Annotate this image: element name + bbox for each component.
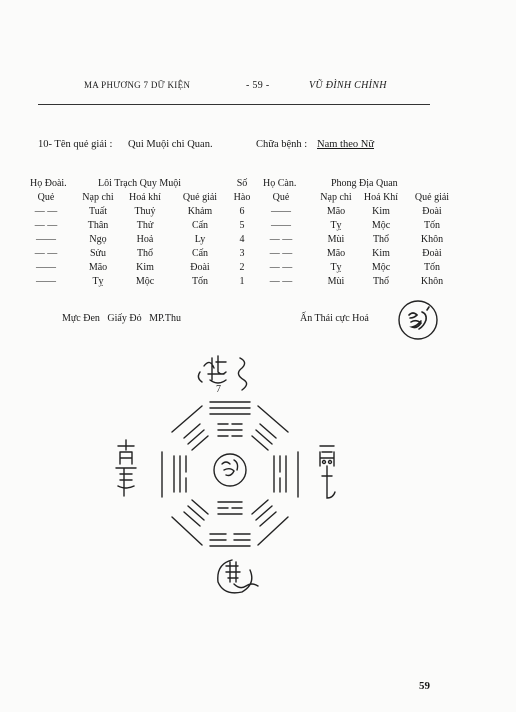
line-left: —— xyxy=(36,262,56,273)
line-left: —— xyxy=(36,276,56,287)
so-hao: 2 xyxy=(239,262,245,273)
quegiai-left: Cấn xyxy=(191,220,209,231)
item-label: 10- Tên quẻ giải : xyxy=(38,139,113,150)
line-right: —— xyxy=(271,206,291,217)
hoakhi-right: Kim xyxy=(372,206,390,217)
left-group-title: Họ Đoài. xyxy=(30,178,67,189)
col-napchi-right: Nạp chi xyxy=(320,192,352,203)
right-talisman-glyph xyxy=(320,446,335,498)
quegiai-left: Tốn xyxy=(191,276,209,287)
left-talisman-glyph xyxy=(116,440,136,496)
svg-text:7: 7 xyxy=(216,384,221,395)
col-quegiai-right: Quẻ giải xyxy=(414,192,450,203)
quegiai-right: Tốn xyxy=(423,262,441,273)
hoakhi-right: Thổ xyxy=(372,234,390,245)
trigram-top xyxy=(210,402,250,414)
right-group-title: Họ Càn. xyxy=(263,178,297,189)
quegiai-right: Khôn xyxy=(420,276,444,287)
so-hao: 3 xyxy=(239,248,245,259)
quegiai-left: Cấn xyxy=(191,248,209,259)
left-hexagram-title: Lôi Trạch Quy Muội xyxy=(98,178,182,189)
hoakhi-left: Thử xyxy=(136,220,154,231)
line-right: — — xyxy=(269,234,293,245)
col-hoakhi-right: Hoá Khí xyxy=(363,192,399,203)
page-number: 59 xyxy=(419,680,430,692)
top-talisman-glyph xyxy=(198,356,246,395)
napchi-left: Ngọ xyxy=(89,234,107,245)
napchi-right: Tỵ xyxy=(330,220,342,231)
so-hao-top: Số xyxy=(236,178,248,189)
napchi-left: Tỵ xyxy=(92,276,104,287)
hoakhi-left: Thuỷ xyxy=(134,206,156,217)
bagua-diagram xyxy=(100,352,360,602)
quegiai-left: Khảm xyxy=(187,206,213,217)
header-page-mark: - 59 - xyxy=(246,80,270,91)
napchi-right: Mão xyxy=(326,206,346,217)
header-book-title: MA PHƯƠNG 7 DỮ KIỆN xyxy=(84,80,191,90)
napchi-right: Mão xyxy=(326,248,346,259)
line-right: — — xyxy=(269,248,293,259)
hoakhi-left: Hoả xyxy=(136,234,154,245)
header-author: VŨ ĐÌNH CHỈNH xyxy=(309,80,387,91)
line-left: — — xyxy=(34,220,58,231)
line-right: — — xyxy=(269,262,293,273)
line-left: — — xyxy=(34,248,58,259)
line-right: — — xyxy=(269,276,293,287)
hoakhi-left: Thổ xyxy=(136,248,154,259)
col-napchi-left: Nạp chi xyxy=(82,192,114,203)
seal-label: Ấn Thái cực Hoả xyxy=(300,313,369,324)
right-hexagram-title: Phong Địa Quan xyxy=(331,178,398,189)
hoakhi-left: Kim xyxy=(136,262,154,273)
napchi-left: Mão xyxy=(88,262,108,273)
so-hao-bottom: Hào xyxy=(233,192,251,203)
quegiai-left: Ly xyxy=(194,234,206,245)
so-hao: 6 xyxy=(239,206,245,217)
header-rule xyxy=(38,104,430,105)
hoakhi-right: Kim xyxy=(372,248,390,259)
col-que-left: Quẻ xyxy=(37,192,55,203)
quegiai-right: Đoài xyxy=(422,206,442,217)
line-right: —— xyxy=(271,220,291,231)
napchi-left: Thân xyxy=(87,220,109,231)
napchi-right: Mùi xyxy=(327,234,345,245)
col-hoakhi-left: Hoá khí xyxy=(129,192,161,203)
materials-text: Mực Đen Giấy Đỏ MP.Thu xyxy=(62,313,182,324)
hoakhi-right: Mộc xyxy=(371,220,391,231)
line-left: —— xyxy=(36,234,56,245)
quegiai-left: Đoài xyxy=(190,262,210,273)
hoakhi-left: Mộc xyxy=(135,276,155,287)
taiji-seal-icon xyxy=(396,298,440,342)
bottom-talisman-glyph xyxy=(218,560,258,593)
quegiai-right: Tốn xyxy=(423,220,441,231)
so-hao: 5 xyxy=(239,220,245,231)
cure-label: Chữa bệnh : xyxy=(256,139,308,150)
napchi-left: Tuất xyxy=(89,206,107,217)
quegiai-right: Đoài xyxy=(422,248,442,259)
col-quegiai-left: Quẻ giải xyxy=(182,192,218,203)
quegiai-right: Khôn xyxy=(420,234,444,245)
napchi-right: Tỵ xyxy=(330,262,342,273)
cure-value: Nam theo Nữ xyxy=(317,139,375,150)
hoakhi-right: Thổ xyxy=(372,276,390,287)
col-que-right: Quẻ xyxy=(272,192,290,203)
so-hao: 4 xyxy=(239,234,245,245)
napchi-left: Sửu xyxy=(90,248,106,259)
line-left: — — xyxy=(34,206,58,217)
hexagram-name: Qui Muội chi Quan. xyxy=(128,139,213,150)
hoakhi-right: Mộc xyxy=(371,262,391,273)
so-hao: 1 xyxy=(239,276,245,287)
napchi-right: Mùi xyxy=(327,276,345,287)
